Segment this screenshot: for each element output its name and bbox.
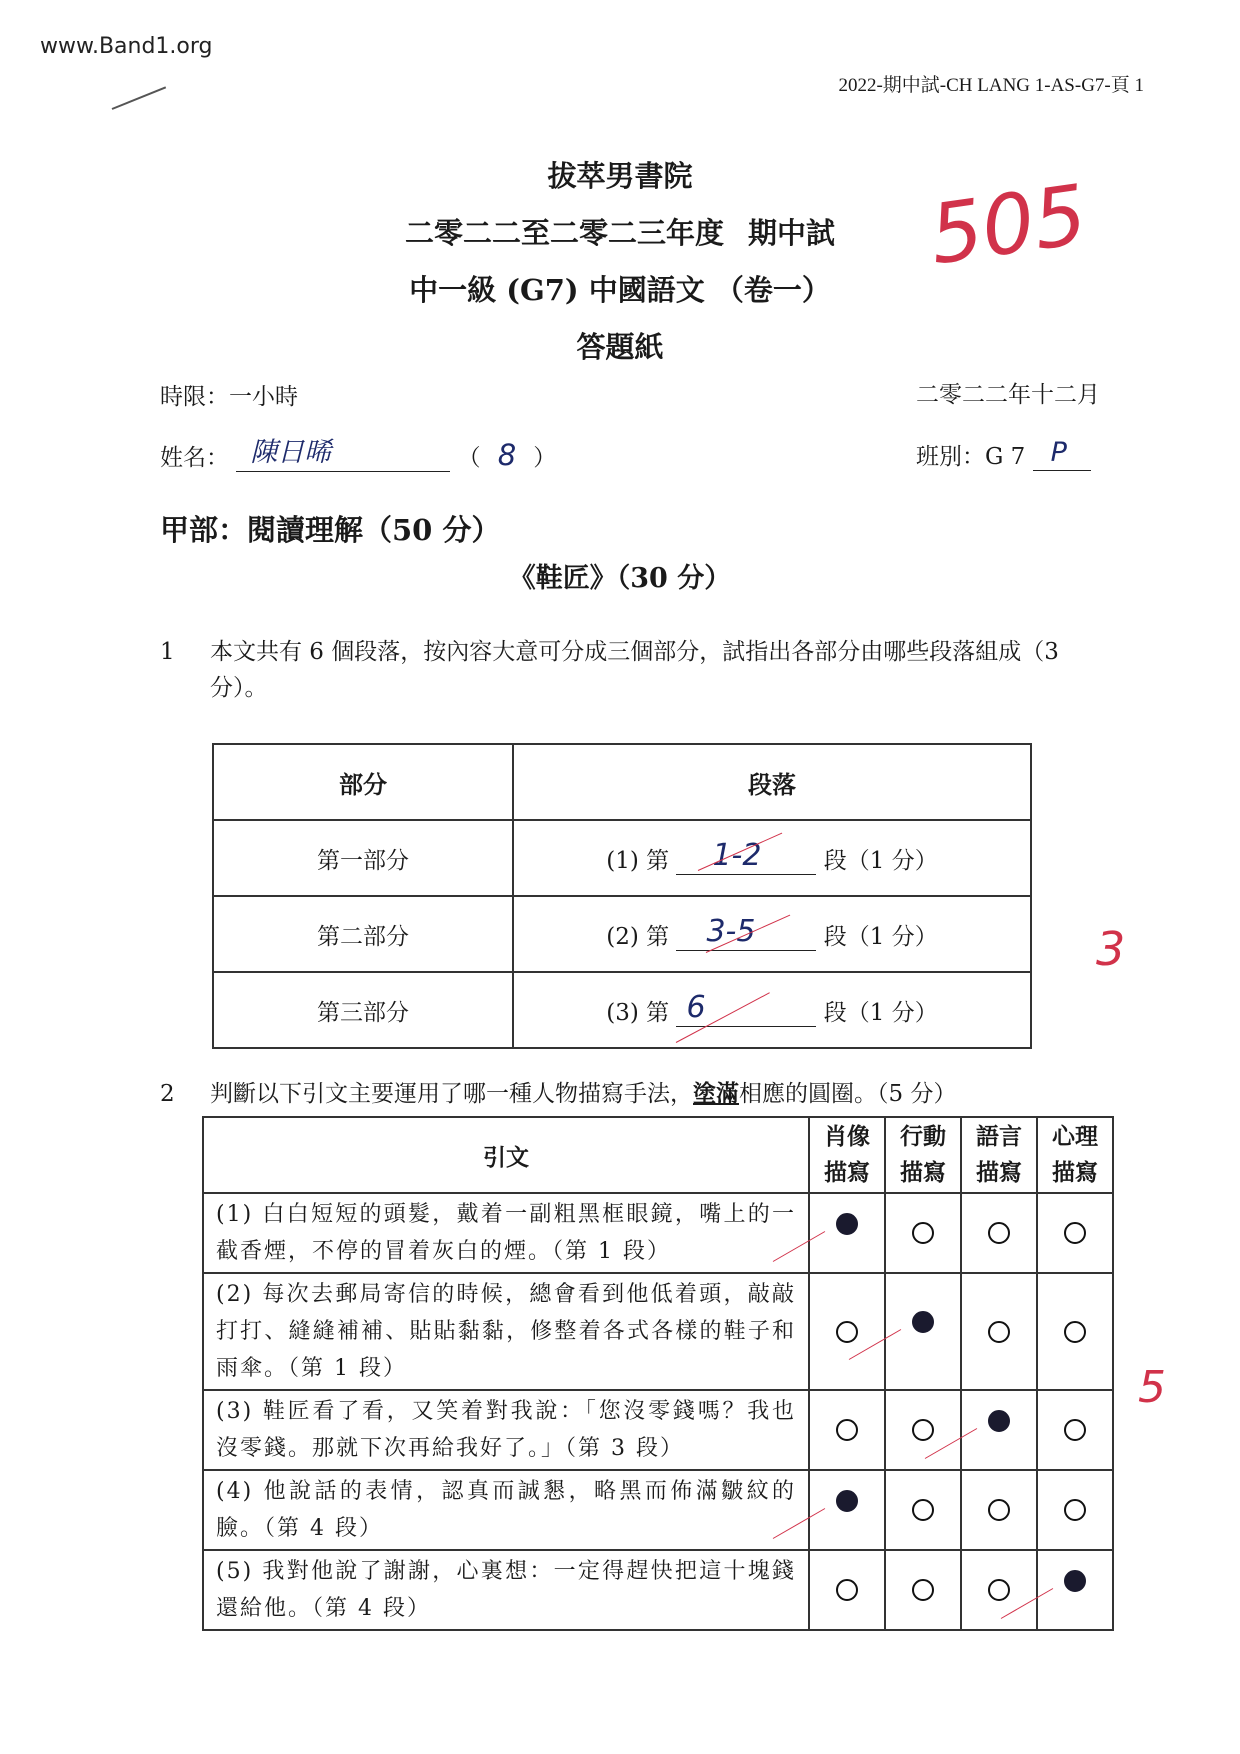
option-cell bbox=[961, 1550, 1037, 1630]
option-circle[interactable] bbox=[1064, 1499, 1086, 1521]
number-close: ） bbox=[533, 445, 557, 471]
school-name: 拔萃男書院 bbox=[547, 159, 693, 193]
quote-text: (4) 他說話的表情，認真而誠懇，略黑而佈滿皺紋的臉。（第 4 段） bbox=[203, 1470, 809, 1550]
pen-mark bbox=[112, 86, 167, 110]
watermark: www.Band1.org bbox=[40, 34, 213, 59]
option-circle[interactable] bbox=[1064, 1419, 1086, 1441]
table-row bbox=[203, 1273, 1113, 1390]
type-label: 語言 bbox=[976, 1123, 1022, 1150]
question-1-number: 1 bbox=[160, 639, 175, 665]
option-cell bbox=[885, 1273, 961, 1390]
name-field bbox=[236, 437, 450, 472]
q1-answer-suffix: 段（1 分） bbox=[823, 999, 938, 1026]
option-cell bbox=[961, 1193, 1037, 1273]
class-row bbox=[916, 438, 1091, 471]
option-cell bbox=[961, 1273, 1037, 1390]
option-circle[interactable] bbox=[836, 1579, 858, 1601]
q1-answer-prefix: (1) 第 bbox=[606, 847, 670, 874]
q1-answer-prefix: (2) 第 bbox=[606, 923, 670, 950]
option-circle[interactable] bbox=[1064, 1321, 1086, 1343]
class-field bbox=[1033, 437, 1091, 471]
option-cell bbox=[885, 1390, 961, 1470]
q1-answer-blank bbox=[676, 989, 816, 1027]
option-circle[interactable] bbox=[1064, 1222, 1086, 1244]
subject-line: 中一級 (G7) 中國語文 （卷一） bbox=[409, 273, 831, 307]
total-grade: 505 bbox=[924, 167, 1093, 284]
type-label: 肖像 bbox=[824, 1123, 870, 1150]
option-circle-filled[interactable] bbox=[988, 1410, 1010, 1432]
q2-score: 5 bbox=[1138, 1362, 1166, 1413]
option-cell bbox=[961, 1470, 1037, 1550]
type-label: 行動 bbox=[900, 1123, 946, 1150]
q1-answer-suffix: 段（1 分） bbox=[823, 923, 938, 950]
q1-answer-blank bbox=[676, 837, 816, 875]
option-cell bbox=[1037, 1550, 1113, 1630]
option-cell bbox=[885, 1193, 961, 1273]
q1-header-paragraph: 段落 bbox=[513, 744, 1031, 820]
table-row bbox=[203, 1550, 1113, 1630]
section-a-title: 甲部：閱讀理解（50 分） bbox=[160, 513, 501, 547]
q1-header-part: 部分 bbox=[213, 744, 513, 820]
q2-header-type bbox=[809, 1117, 885, 1193]
option-cell bbox=[885, 1470, 961, 1550]
q1-paragraph-table bbox=[212, 743, 1032, 1049]
option-circle[interactable] bbox=[836, 1419, 858, 1441]
table-row bbox=[203, 1390, 1113, 1470]
option-circle[interactable] bbox=[912, 1499, 934, 1521]
option-cell bbox=[961, 1390, 1037, 1470]
question-2 bbox=[160, 1076, 1090, 1112]
quote-text: (2) 每次去郵局寄信的時候，總會看到他低着頭，敲敲打打、縫縫補補、貼貼黏黏，修整着各式各樣的鞋子和雨傘。（第 1 段） bbox=[203, 1273, 809, 1390]
q2-technique-table bbox=[202, 1116, 1114, 1631]
option-cell bbox=[809, 1470, 885, 1550]
type-label: 描寫 bbox=[824, 1159, 870, 1186]
quote-text: (5) 我對他說了謝謝，心裏想：一定得趕快把這十塊錢還給他。（第 4 段） bbox=[203, 1550, 809, 1630]
q2-header-type bbox=[885, 1117, 961, 1193]
q1-answer-handwritten: 1-2 bbox=[712, 837, 762, 873]
exam-name: 期中試 bbox=[748, 216, 836, 250]
question-2-emphasis: 塗滿 bbox=[693, 1080, 739, 1107]
table-row bbox=[213, 896, 1031, 972]
class-handwritten: P bbox=[1050, 437, 1067, 468]
q1-answer-suffix: 段（1 分） bbox=[823, 847, 938, 874]
option-circle[interactable] bbox=[912, 1222, 934, 1244]
school-year: 二零二二至二零二三年度 bbox=[404, 216, 724, 250]
question-1-text: 本文共有 6 個段落，按內容大意可分成三個部分，試指出各部分由哪些段落組成（3 分）。 bbox=[210, 639, 1059, 701]
q1-answer-handwritten: 6 bbox=[686, 989, 706, 1025]
option-circle[interactable] bbox=[988, 1222, 1010, 1244]
q1-answer-blank bbox=[676, 913, 816, 951]
time-limit: 時限：一小時 bbox=[160, 384, 298, 410]
q1-answer-handwritten: 3-5 bbox=[706, 913, 756, 949]
question-2-number: 2 bbox=[160, 1081, 175, 1107]
q1-part-label: 第三部分 bbox=[213, 972, 513, 1048]
name-label: 姓名： bbox=[160, 445, 229, 471]
table-row bbox=[203, 1193, 1113, 1273]
q1-score: 3 bbox=[1096, 922, 1126, 976]
option-cell bbox=[1037, 1193, 1113, 1273]
option-circle-filled[interactable] bbox=[836, 1490, 858, 1512]
answer-sheet-title: 答題紙 bbox=[576, 330, 664, 364]
option-circle[interactable] bbox=[988, 1499, 1010, 1521]
type-label: 描寫 bbox=[976, 1159, 1022, 1186]
option-circle-filled[interactable] bbox=[836, 1213, 858, 1235]
number-open: （ bbox=[457, 445, 481, 471]
q1-part-label: 第二部分 bbox=[213, 896, 513, 972]
q1-answer-cell bbox=[513, 972, 1031, 1048]
option-circle[interactable] bbox=[912, 1419, 934, 1441]
table-row bbox=[213, 972, 1031, 1048]
question-2-text bbox=[210, 1076, 1090, 1112]
option-circle-filled[interactable] bbox=[1064, 1570, 1086, 1592]
name-handwritten: 陳日晞 bbox=[250, 437, 332, 468]
q2-header-type bbox=[1037, 1117, 1113, 1193]
exam-date: 二零二二年十二月 bbox=[916, 382, 1100, 408]
option-cell bbox=[809, 1550, 885, 1630]
table-row bbox=[213, 820, 1031, 896]
option-cell bbox=[1037, 1470, 1113, 1550]
q1-answer-prefix: (3) 第 bbox=[606, 999, 670, 1026]
passage-title: 《鞋匠》（30 分） bbox=[508, 563, 732, 594]
option-cell bbox=[1037, 1390, 1113, 1470]
option-cell bbox=[809, 1390, 885, 1470]
type-label: 心理 bbox=[1052, 1123, 1098, 1150]
name-row bbox=[160, 438, 556, 472]
q1-answer-cell bbox=[513, 820, 1031, 896]
q1-answer-cell bbox=[513, 896, 1031, 972]
option-cell bbox=[809, 1193, 885, 1273]
class-label: 班別：G 7 bbox=[916, 444, 1026, 470]
type-label: 描寫 bbox=[900, 1159, 946, 1186]
option-cell bbox=[1037, 1273, 1113, 1390]
option-circle[interactable] bbox=[912, 1579, 934, 1601]
q2-header-type bbox=[961, 1117, 1037, 1193]
q1-part-label: 第一部分 bbox=[213, 820, 513, 896]
option-circle[interactable] bbox=[836, 1321, 858, 1343]
page-id: 2022-期中試-CH LANG 1-AS-G7-頁 1 bbox=[838, 75, 1144, 96]
question-2-text-before: 判斷以下引文主要運用了哪一種人物描寫手法， bbox=[210, 1081, 693, 1107]
option-circle[interactable] bbox=[988, 1321, 1010, 1343]
student-number: 8 bbox=[497, 438, 517, 472]
table-row bbox=[203, 1470, 1113, 1550]
q2-header-quote: 引文 bbox=[203, 1117, 809, 1193]
quote-text: (1) 白白短短的頭髮，戴着一副粗黑框眼鏡，嘴上的一截香煙，不停的冒着灰白的煙。（第 1 段） bbox=[203, 1193, 809, 1273]
option-circle[interactable] bbox=[988, 1579, 1010, 1601]
option-cell bbox=[885, 1550, 961, 1630]
type-label: 描寫 bbox=[1052, 1159, 1098, 1186]
question-2-text-after: 相應的圓圈。（5 分） bbox=[739, 1081, 957, 1107]
option-cell bbox=[809, 1273, 885, 1390]
question-1 bbox=[160, 634, 1090, 706]
quote-text: (3) 鞋匠看了看，又笑着對我說：「您沒零錢嗎？我也沒零錢。那就下次再給我好了。」（第 3 段） bbox=[203, 1390, 809, 1470]
option-circle-filled[interactable] bbox=[912, 1311, 934, 1333]
